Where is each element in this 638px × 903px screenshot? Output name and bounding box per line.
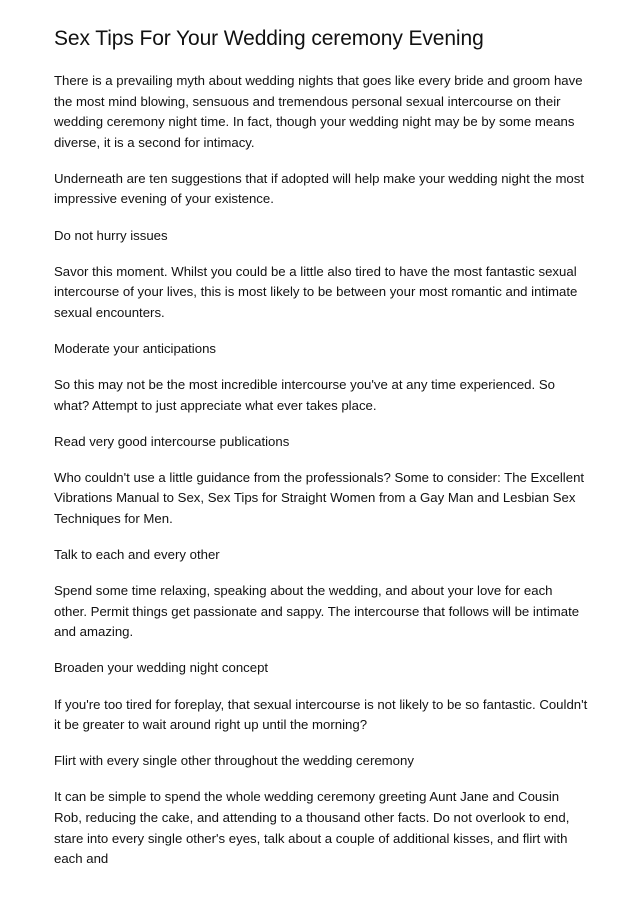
section-body: Who couldn't use a little guidance from the professionals? Some to consider: The Excellent Vibrations Manual to Sex, Sex Tips for Straight Women from a Gay Man and Lesbian Sex Techniques for Men. [54, 469, 585, 526]
section-heading: Moderate your anticipations [54, 340, 217, 356]
section-heading: Do not hurry issues [54, 227, 168, 243]
section-body: So this may not be the most incredible intercourse you've at any time experienced. So what? Attempt to just appreciate what ever takes place. [54, 377, 555, 413]
section-heading: Broaden your wedding night concept [54, 660, 269, 676]
section-heading: Read very good intercourse publications [54, 433, 290, 449]
page-title: Sex Tips For Your Wedding ceremony Evening [54, 27, 484, 50]
intro-paragraph: There is a prevailing myth about wedding nights that goes like every bride and groom have the most mind blowing, sensuous and tremendous personal sexual intercourse on their wedding ceremony night time. In fact, though your wedding night may be by some means diverse, it is a second for intimacy. [54, 73, 583, 150]
section-body: Spend some time relaxing, speaking about the wedding, and about your love for each other. Permit things get passionate and sappy. The intercourse that follows will be intimate and amazing. [54, 583, 580, 640]
section-body: If you're too tired for foreplay, that sexual intercourse is not likely to be so fantastic. Couldn't it be greater to wait around right up until the morning? [54, 696, 588, 733]
section-heading: Flirt with every single other throughout the wedding ceremony [54, 753, 414, 769]
section-heading: Talk to each and every other [54, 547, 220, 563]
section-body: Savor this moment. Whilst you could be a little also tired to have the most fantastic sexual intercourse of your lives, this is most likely to be between your most romantic and intimate sexual encounters. [54, 263, 578, 320]
section-body: It can be simple to spend the whole wedding ceremony greeting Aunt Jane and Cousin Rob, reducing the cake, and attending to a thousand other facts. Do not overlook to end, stare into every single other's eyes, talk about a couple of additional kisses, and flirt with each and [54, 789, 570, 867]
lead-paragraph: Underneath are ten suggestions that if adopted will help make your wedding night the most impressive evening of your existence. [54, 170, 585, 207]
